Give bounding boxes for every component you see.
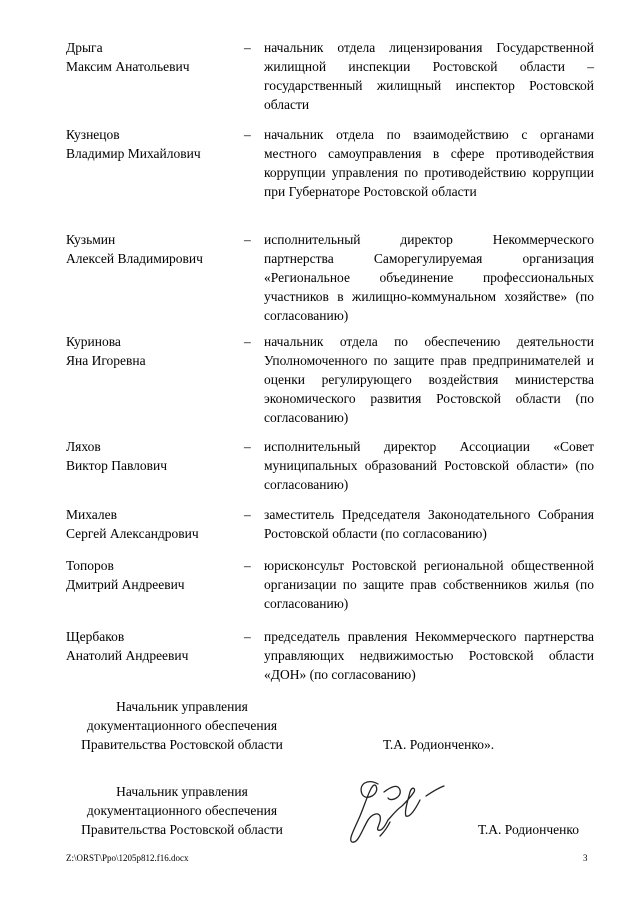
member-dash: – (244, 127, 251, 142)
member-dash: – (244, 629, 251, 644)
member-surname: Щербаков (66, 629, 125, 644)
signatory-title (66, 782, 298, 839)
member-position: юрисконсульт Ростовской региональной общественной организации по защите прав собственников жилья (по согласованию) (264, 558, 594, 611)
member-given-names: Алексей Владимирович (66, 251, 203, 266)
member-surname: Куринова (66, 334, 121, 349)
member-position: начальник отдела по взаимодействию с органами местного самоуправления в сфере противодействия коррупции управления по противодействию коррупции при Губернаторе Ростовской области (264, 127, 594, 199)
member-given-names: Анатолий Андреевич (66, 648, 189, 663)
member-given-names: Дмитрий Андреевич (66, 577, 185, 592)
signatory-name: Т.А. Родионченко (478, 822, 579, 837)
signatory-title-line: документационного обеспечения (86, 718, 278, 733)
member-surname: Михалев (66, 507, 118, 522)
member-given-names: Яна Игоревна (66, 353, 146, 368)
member-surname: Топоров (66, 558, 114, 573)
member-name (66, 627, 241, 665)
signatory-title-line: Начальник управления (116, 784, 248, 799)
member-dash: – (244, 507, 251, 522)
member-given-names: Сергей Александрович (66, 526, 199, 541)
member-given-names: Владимир Михайлович (66, 146, 201, 161)
member-position: исполнительный директор Некоммерческого партнерства Саморегулируемая организация «Региональное объединение профессиональных участников в жилищно-коммунальном хозяйстве» (по согласованию) (264, 232, 594, 323)
signatory-title (66, 697, 298, 754)
member-position: начальник отдела лицензирования Государственной жилищной инспекции Ростовской области – государственный жилищный инспектор Ростовской области (264, 40, 594, 112)
member-name (66, 556, 241, 594)
member-dash: – (244, 40, 251, 55)
file-path: Z:\ORST\Ppo\1205p812.f16.docx (66, 853, 189, 863)
member-given-names: Виктор Павлович (66, 458, 168, 473)
page-number: 3 (583, 853, 588, 863)
member-surname: Дрыга (66, 40, 103, 55)
handwritten-signature (340, 772, 450, 857)
member-name (66, 38, 241, 76)
signatory-title-line: Правительства Ростовской области (81, 822, 283, 837)
signatory-title-line: документационного обеспечения (86, 803, 278, 818)
member-surname: Ляхов (66, 439, 101, 454)
signatory-name: Т.А. Родионченко». (383, 737, 495, 752)
member-surname: Кузнецов (66, 127, 120, 142)
member-position: исполнительный директор Ассоциации «Совет муниципальных образований Ростовской области» (по согласованию) (264, 439, 594, 492)
member-surname: Кузьмин (66, 232, 116, 247)
member-dash: – (244, 334, 251, 349)
member-position: начальник отдела по обеспечению деятельности Уполномоченного по защите прав предпринимателей и оценки регулирующего воздействия министерства экономического развития Ростовской области (по согласованию) (264, 334, 594, 425)
member-dash: – (244, 558, 251, 573)
member-name (66, 125, 241, 163)
member-name (66, 230, 241, 268)
member-dash: – (244, 439, 251, 454)
member-given-names: Максим Анатольевич (66, 59, 190, 74)
member-position: заместитель Председателя Законодательного Собрания Ростовской области (по согласованию) (264, 507, 594, 541)
member-name (66, 505, 241, 543)
member-position: председатель правления Некоммерческого партнерства управляющих недвижимостью Ростовской области «ДОН» (по согласованию) (264, 629, 594, 682)
signatory-title-line: Начальник управления (116, 699, 248, 714)
member-name (66, 332, 241, 370)
signatory-title-line: Правительства Ростовской области (81, 737, 283, 752)
member-name (66, 437, 241, 475)
member-dash: – (244, 232, 251, 247)
